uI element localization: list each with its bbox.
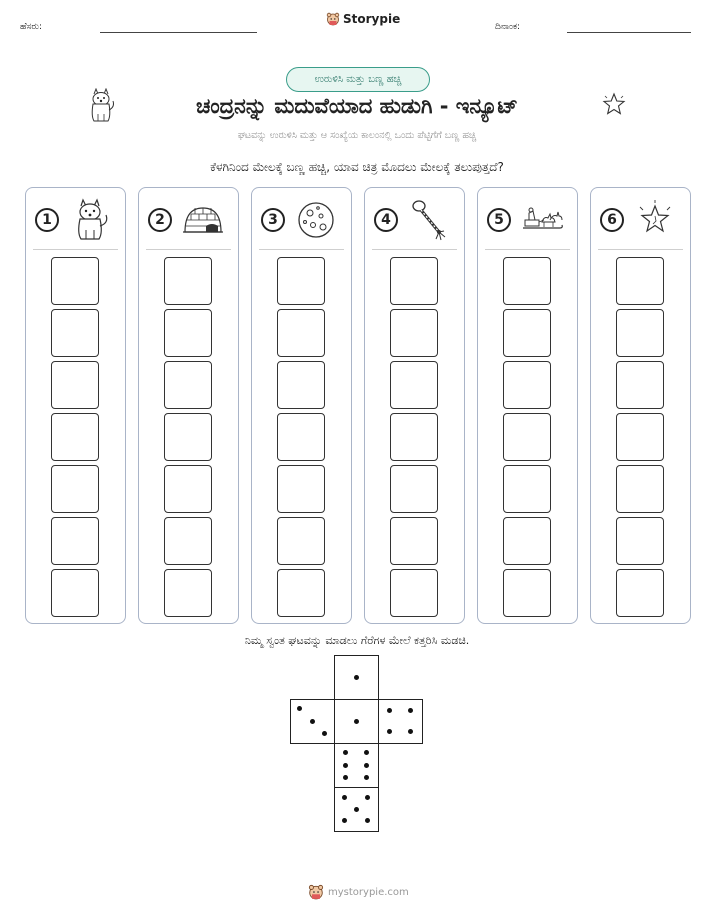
color-box-4-4[interactable]: [390, 413, 438, 461]
dice-pip: [364, 775, 369, 780]
dice-pip: [387, 729, 392, 734]
color-box-6-6[interactable]: [616, 309, 664, 357]
color-box-3-1[interactable]: [277, 569, 325, 617]
color-box-6-4[interactable]: [616, 413, 664, 461]
column-header: [139, 196, 238, 248]
column-6: [590, 187, 691, 624]
dice-pip: [343, 763, 348, 768]
dice-pip: [365, 818, 370, 823]
star-icon: [633, 198, 677, 242]
dice-pip: [365, 795, 370, 800]
dice-pip: [342, 795, 347, 800]
color-box-5-3[interactable]: [503, 465, 551, 513]
color-box-4-3[interactable]: [390, 465, 438, 513]
storypie-mascot-icon: [326, 12, 340, 26]
column-5: [477, 187, 578, 624]
dog-icon: [68, 198, 112, 242]
color-box-3-2[interactable]: [277, 517, 325, 565]
color-box-2-2[interactable]: [164, 517, 212, 565]
color-box-6-5[interactable]: [616, 361, 664, 409]
column-number: 4: [374, 208, 398, 232]
dice-pip: [387, 708, 392, 713]
column-header: [591, 196, 690, 248]
color-box-4-6[interactable]: [390, 309, 438, 357]
brand-name: Storypie: [343, 12, 401, 26]
title-row: [0, 86, 714, 126]
dice-face-3[interactable]: [290, 699, 335, 744]
color-box-3-6[interactable]: [277, 309, 325, 357]
worksheet-header: [0, 0, 714, 50]
color-box-3-4[interactable]: [277, 413, 325, 461]
dice-columns: [25, 187, 691, 624]
dice-face-6[interactable]: [334, 743, 379, 788]
column-divider: [372, 249, 457, 250]
name-label: ಹೆಸರು:: [20, 22, 43, 32]
column-header: [365, 196, 464, 248]
dice-pip: [354, 807, 359, 812]
color-box-3-5[interactable]: [277, 361, 325, 409]
sled-icon: [520, 198, 564, 242]
brand-logo: [326, 12, 400, 26]
column-divider: [598, 249, 683, 250]
color-box-5-1[interactable]: [503, 569, 551, 617]
color-box-2-6[interactable]: [164, 309, 212, 357]
color-box-2-5[interactable]: [164, 361, 212, 409]
moon-icon: [294, 198, 338, 242]
instructions-subtitle: ಘಟವನ್ನು ಉರುಳಿಸಿ ಮತ್ತು ಆ ಸಂಖ್ಯೆಯ ಕಾಲಂನಲ್ಲಿ ಒಂದು ಪೆಟ್ಟಿಗೆಗೆ ಬಣ್ಣ ಹಚ್ಚಿ: [237, 130, 477, 141]
color-box-5-2[interactable]: [503, 517, 551, 565]
dice-pip: [364, 763, 369, 768]
color-box-3-3[interactable]: [277, 465, 325, 513]
color-box-4-5[interactable]: [390, 361, 438, 409]
color-box-4-1[interactable]: [390, 569, 438, 617]
color-box-2-4[interactable]: [164, 413, 212, 461]
color-box-2-1[interactable]: [164, 569, 212, 617]
dice-face-5[interactable]: [334, 787, 379, 832]
column-number: 6: [600, 208, 624, 232]
dice-pip: [342, 818, 347, 823]
column-header: [26, 196, 125, 248]
column-header: [252, 196, 351, 248]
rope-icon: [407, 198, 451, 242]
name-line[interactable]: [100, 32, 257, 33]
dice-pip: [322, 731, 327, 736]
color-box-1-2[interactable]: [51, 517, 99, 565]
column-number: 2: [148, 208, 172, 232]
dice-pip: [354, 719, 359, 724]
color-box-6-1[interactable]: [616, 569, 664, 617]
column-2: [138, 187, 239, 624]
color-box-1-1[interactable]: [51, 569, 99, 617]
column-4: [364, 187, 465, 624]
dice-net[interactable]: [290, 655, 426, 835]
dice-pip: [408, 729, 413, 734]
column-number: 5: [487, 208, 511, 232]
color-box-5-7[interactable]: [503, 257, 551, 305]
color-box-6-3[interactable]: [616, 465, 664, 513]
dice-face-1[interactable]: [334, 655, 379, 700]
color-box-3-7[interactable]: [277, 257, 325, 305]
color-box-1-5[interactable]: [51, 361, 99, 409]
color-box-1-4[interactable]: [51, 413, 99, 461]
color-box-5-5[interactable]: [503, 361, 551, 409]
dice-pip: [364, 750, 369, 755]
storypie-mascot-icon: [308, 884, 324, 900]
footer-url[interactable]: mystorypie.com: [328, 886, 409, 898]
color-box-4-7[interactable]: [390, 257, 438, 305]
color-box-2-7[interactable]: [164, 257, 212, 305]
date-label: ದಿನಾಂಕ:: [495, 22, 521, 32]
dice-pip: [297, 706, 302, 711]
column-divider: [259, 249, 344, 250]
game-question: ಕೆಳಗಿನಿಂದ ಮೇಲಕ್ಕೆ ಬಣ್ಣ ಹಚ್ಚಿ, ಯಾವ ಚಿತ್ರ ಮೊದಲು ಮೇಲಕ್ಕೆ ತಲುಪುತ್ತದೆ?: [210, 160, 504, 174]
column-divider: [33, 249, 118, 250]
dice-face-1[interactable]: [334, 699, 379, 744]
color-box-1-6[interactable]: [51, 309, 99, 357]
color-box-5-6[interactable]: [503, 309, 551, 357]
igloo-icon: [181, 198, 225, 242]
color-box-1-7[interactable]: [51, 257, 99, 305]
dice-face-4[interactable]: [378, 699, 423, 744]
column-number: 3: [261, 208, 285, 232]
activity-badge: ಉರುಳಿಸಿ ಮತ್ತು ಬಣ್ಣ ಹಚ್ಚಿ: [286, 67, 430, 92]
dice-pip: [408, 708, 413, 713]
color-box-2-3[interactable]: [164, 465, 212, 513]
dice-pip: [343, 750, 348, 755]
dice-pip: [354, 675, 359, 680]
column-1: [25, 187, 126, 624]
color-box-6-7[interactable]: [616, 257, 664, 305]
color-box-5-4[interactable]: [503, 413, 551, 461]
color-box-1-3[interactable]: [51, 465, 99, 513]
column-number: 1: [35, 208, 59, 232]
dice-pip: [310, 719, 315, 724]
color-box-6-2[interactable]: [616, 517, 664, 565]
dice-pip: [343, 775, 348, 780]
color-box-4-2[interactable]: [390, 517, 438, 565]
footer: [308, 884, 409, 900]
column-3: [251, 187, 352, 624]
column-header: [478, 196, 577, 248]
column-divider: [485, 249, 570, 250]
column-divider: [146, 249, 231, 250]
page-title: ಚಂದ್ರನನ್ನು ಮದುವೆಯಾದ ಹುಡುಗಿ - ಇನ್ಯೂಟ್: [196, 94, 518, 118]
dice-instruction: ನಿಮ್ಮ ಸ್ವಂತ ಘಟವನ್ನು ಮಾಡಲು ಗೆರೆಗಳ ಮೇಲೆ ಕತ್ತರಿಸಿ ಮಡಚಿ.: [244, 634, 470, 647]
date-line[interactable]: [567, 32, 691, 33]
star-icon: [602, 92, 626, 116]
